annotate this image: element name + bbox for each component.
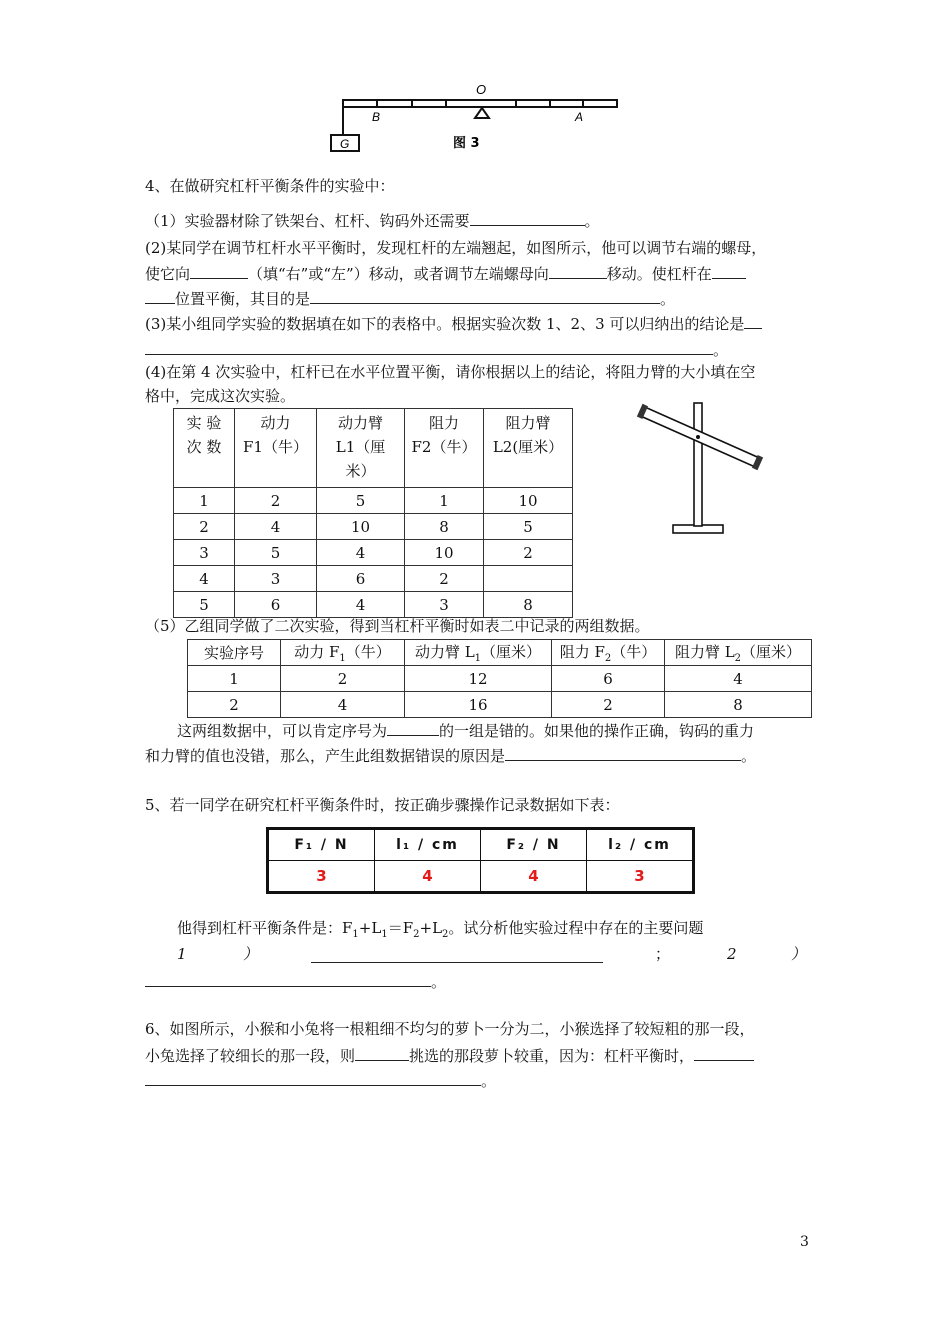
table-cell: 12 (405, 666, 552, 692)
table-cell: 8 (665, 692, 812, 718)
q4-part2-line3: 位置平衡，其目的是 。 (145, 287, 815, 309)
q4-part2-line1: (2)某同学在调节杠杆水平平衡时，发现杠杆的左端翘起，如图所示，他可以调节右端的螺母， (145, 239, 767, 257)
table-row (174, 566, 573, 592)
q4-part3-line1: (3)某小组同学实验的数据填在如下的表格中。根据实验次数 1、2、3 可以归纳出的结论是 (145, 312, 815, 334)
q4-part3-line2: 。 (145, 338, 815, 360)
table-cell: 4 (317, 592, 405, 618)
table-cell: 3 (174, 540, 235, 566)
q4-part5-line2: 这两组数据中，可以肯定序号为 的一组是错的。如果他的操作正确，钩码的重力 (145, 719, 815, 741)
table-cell: 4 (375, 861, 481, 893)
table-cell: 10 (484, 488, 573, 514)
page-number: 3 (800, 1234, 809, 1250)
table-cell: 2 (281, 666, 405, 692)
table-row (174, 514, 573, 540)
table-cell: 1 (405, 488, 484, 514)
table-cell: 10 (405, 540, 484, 566)
header-cell: F₁ / N (268, 829, 375, 861)
table-cell: 5 (235, 540, 317, 566)
table-cell: 3 (268, 861, 375, 893)
table-cell: 2 (235, 488, 317, 514)
q4-part5-intro: （5）乙组同学做了二次实验，得到当杠杆平衡时如表二中记录的两组数据。 (145, 617, 650, 635)
table-cell: 6 (235, 592, 317, 618)
q4-part4-line2: 格中，完成这次实验。 (145, 387, 296, 405)
header-cell: 实 验 次 数 (174, 409, 235, 488)
header-cell: 动力 $F_1$（牛） (281, 640, 405, 666)
q4-data-table (173, 408, 573, 618)
table-cell: 3 (235, 566, 317, 592)
table-row (188, 666, 812, 692)
label-A: A (575, 110, 584, 124)
header-cell: 阻力 F2（牛） (405, 409, 484, 488)
table-row (174, 488, 573, 514)
table-cell: 2 (174, 514, 235, 540)
table2-header-row (188, 640, 812, 666)
label-O: O (476, 82, 487, 97)
table-cell: 10 (317, 514, 405, 540)
table-cell: 4 (665, 666, 812, 692)
table-cell: 3 (405, 592, 484, 618)
tilted-lever-stand-figure (630, 395, 770, 540)
q4-title: 4、在做研究杠杆平衡条件的实验中： (145, 177, 395, 195)
table-cell: 4 (174, 566, 235, 592)
q6-line2: 小兔选择了较细长的那一段，则 挑选的那段萝卜较重，因为：杠杆平衡时， (145, 1044, 815, 1066)
figure-3-lever-diagram (325, 80, 625, 155)
q6-line3: 。 (145, 1069, 815, 1091)
table-cell: 5 (317, 488, 405, 514)
table-cell: 16 (405, 692, 552, 718)
q5-title: 5、若一同学在研究杠杆平衡条件时，按正确步骤操作记录数据如下表： (145, 796, 620, 814)
document-page: G O B A 图 3 4、在做研究杠杆平衡条件的实验中： （1）实验器材除了铁架台、杠杆、钩码外还需要 。 (2)某同学在调节杠杆水平平衡时，发现杠杆的左端翘起，如图所示，他可以调节右端的螺母， 使它向 （填“右”或“左”）移动，或者调节左端螺母向 移动。使杠杆在 位置平衡，其目的是 。 (3)某小组同学实验的数据填在如下的表格中。根据实验次数 1、2、3 可以归纳出的结论是 。 (4)在第 4 次实验中，杠杆已在水平位置平衡，请你根据以上的结论，将阻力臂的大小填在空 格中，完成这次实验。 实 验 次 数 动力 F1（牛） 动力臂 L1（厘 米） 阻力 F2（牛） 阻力臂 L2(厘米） 1 2 5 1 10 2 4 10 8 5 3 5 4 10 2 4 3 6 2 5 6 4 3 8 （5）乙组同学做了二次实验，得到当杠杆平衡时如表二中记录的两组数据。 实验序号 动力 $F_1$（牛） 动力臂 $L_1$（厘米） 阻力 $F_2$（牛） 阻力臂 $L_2$（厘米） 1 2 12 6 4 2 4 16 2 8 这两组数据中，可以肯定序号为 的一组是错的。如果他的操作正确，钩码的重力 和力臂的值也没错，那么，产生此组数据错误的原因是 。 5、若一同学在研究杠杆平衡条件时，按正确步骤操作记录数据如下表： F₁ / N l₁ / cm F₂ / N l₂ / cm 3 4 4 3 他得到杠杆平衡条件是：$F_1+L_1=F_2+L_2$。试分析他实验过程中存在的主要问题 1 ） ； 2 ） 。 6、如图所示，小猴和小兔将一根粗细不均匀的萝卜一分为二，小猴选择了较短粗的那一段， 小兔选择了较细长的那一段，则 挑选的那段萝卜较重，因为：杠杆平衡时， 。 3 (0, 0, 950, 1344)
q6-line1: 6、如图所示，小猴和小兔将一根粗细不均匀的萝卜一分为二，小猴选择了较短粗的那一段， (145, 1020, 755, 1038)
table-cell: 5 (174, 592, 235, 618)
table-cell: 4 (235, 514, 317, 540)
table-cell: 2 (188, 692, 281, 718)
pivot (696, 435, 700, 439)
header-cell: 动力臂 $L_1$（厘米） (405, 640, 552, 666)
table-cell: 6 (317, 566, 405, 592)
table-cell: 2 (405, 566, 484, 592)
table-cell: 3 (587, 861, 694, 893)
header-cell: 阻力臂 L2(厘米） (484, 409, 573, 488)
header-cell: 动力臂 L1（厘 米） (317, 409, 405, 488)
q4-part4-line1: (4)在第 4 次实验中，杠杆已在水平位置平衡，请你根据以上的结论，将阻力臂的大小填在空 (145, 363, 756, 381)
header-cell: F₂ / N (481, 829, 587, 861)
header-cell: 阻力 $F_2$（牛） (552, 640, 665, 666)
table-cell: 6 (552, 666, 665, 692)
q4-part2-line2: 使它向 （填“右”或“左”）移动，或者调节左端螺母向 移动。使杠杆在 (145, 262, 815, 284)
q5-data-table (266, 827, 695, 894)
table-header-row (174, 409, 573, 488)
table-cell: 4 (281, 692, 405, 718)
q5-table-values-row (268, 861, 694, 893)
header-cell: 动力 F1（牛） (235, 409, 317, 488)
table-row (174, 540, 573, 566)
table-cell: 4 (317, 540, 405, 566)
label-B: B (372, 110, 381, 124)
lever-bar (343, 100, 617, 107)
header-cell: 阻力臂 $L_2$（厘米） (665, 640, 812, 666)
stand-post (694, 403, 702, 526)
table-row (174, 592, 573, 618)
table-cell: 4 (481, 861, 587, 893)
table-cell: 8 (405, 514, 484, 540)
q4-table-two (187, 639, 812, 718)
fulcrum-triangle (475, 108, 489, 118)
q5-answer-line2: 。 (145, 970, 815, 992)
q5-table-header-row (268, 829, 694, 861)
q4-part1: （1）实验器材除了铁架台、杠杆、钩码外还需要 。 (145, 209, 815, 231)
header-cell: 实验序号 (188, 640, 281, 666)
figure-caption: 图 3 (453, 136, 480, 151)
label-G: G (340, 137, 350, 151)
table-cell: 1 (188, 666, 281, 692)
q4-part5-line3: 和力臂的值也没错，那么，产生此组数据错误的原因是 。 (145, 744, 815, 766)
table-cell: 2 (484, 540, 573, 566)
header-cell: l₂ / cm (587, 829, 694, 861)
table-cell-empty (484, 566, 573, 592)
table-cell: 1 (174, 488, 235, 514)
table-cell: 5 (484, 514, 573, 540)
table-cell: 2 (552, 692, 665, 718)
header-cell: l₁ / cm (375, 829, 481, 861)
table-row (188, 692, 812, 718)
q5-conclusion: 他得到杠杆平衡条件是：$F_1+L_1=F_2+L_2$。试分析他实验过程中存在的主要问题 (177, 919, 704, 940)
table-cell: 8 (484, 592, 573, 618)
